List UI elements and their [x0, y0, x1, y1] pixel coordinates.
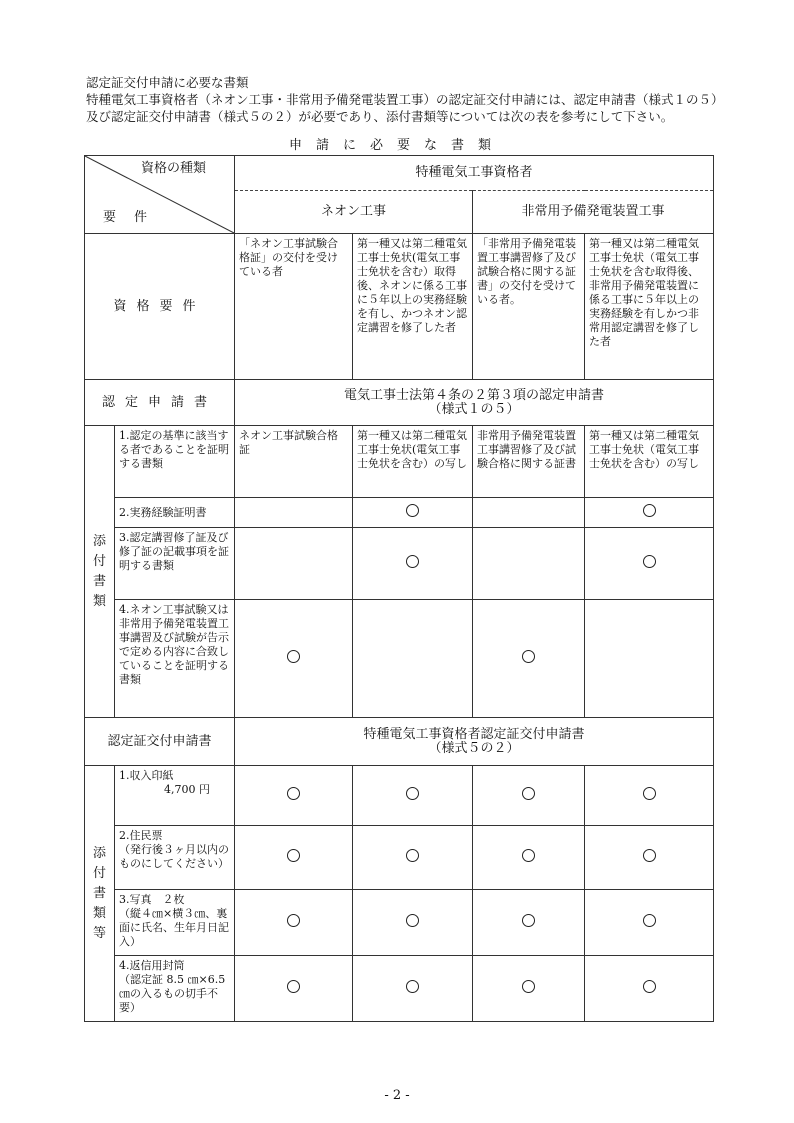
circle-mark [643, 504, 656, 517]
cert-form-line2: （様式５の２） [428, 740, 520, 756]
circle-mark [522, 914, 535, 927]
circle-mark [643, 555, 656, 568]
attach-item-1-label: 1.認定の基準に該当する者であることを証明する書類 [115, 426, 235, 498]
page-number: - 2 - [384, 1088, 410, 1103]
circle-mark [643, 849, 656, 862]
circle-mark [287, 787, 300, 800]
circle-mark [643, 980, 656, 993]
app-form-line2: （様式１の５） [428, 401, 520, 417]
app-form-line1: 電気工事士法第４条の２第３項の認定申請書 [344, 387, 605, 403]
circle-mark [522, 980, 535, 993]
circle-mark [406, 787, 419, 800]
circle-mark [406, 914, 419, 927]
circle-mark [522, 650, 535, 663]
documents-table [84, 155, 714, 1022]
circle-mark [406, 849, 419, 862]
app-form-text [235, 380, 714, 426]
circle-mark [406, 555, 419, 568]
circle-mark [643, 787, 656, 800]
qual-req-neon-b: 第一種又は第二種電気工事士免状(電気工事士免状を含む）取得後、ネオンに係る工事に５年以上の実務経験を有し、かつネオン認定講習を修了した者 [353, 234, 473, 380]
attach2-item-3: 3.写真 ２枚 （縦４㎝×横３㎝、裏面に氏名、生年月日記入） [115, 890, 235, 956]
qual-req-em-a: 「非常用予備発電装置工事講習修了及び試験合格に関する証書」の交付を受けている者。 [473, 234, 585, 380]
attach-item-1-neon-a: ネオン工事試験合格証 [235, 426, 353, 498]
circle-mark [287, 650, 300, 663]
header-diagonal-cell [85, 156, 235, 234]
circle-mark [522, 787, 535, 800]
attach-item-2-label: 2.実務経験証明書 [115, 498, 235, 528]
attach-item-1-em-a: 非常用予備発電装置工事講習修了及び試験合格に関する証書 [473, 426, 585, 498]
cert-form-label: 認定証交付申請書 [85, 718, 235, 766]
circle-mark [522, 849, 535, 862]
circle-mark [643, 914, 656, 927]
requirement-label: 要件 [103, 210, 166, 225]
intro [86, 74, 726, 125]
emergency-header: 非常用予備発電装置工事 [473, 191, 714, 234]
intro-body: 特種電気工事資格者（ネオン工事・非常用予備発電装置工事）の認定証交付申請には、認定申請書（様式１の５）及び認定証交付申請書（様式５の２）が必要であり、添付書類等については次の表を参考にして下さい。 [86, 92, 724, 124]
qualifier-header: 特種電気工事資格者 [235, 156, 714, 191]
attach2-vertical-label: 添 付 書 類 等 [85, 766, 115, 1022]
attach2-item-1: 1.収入印紙 4,700 円 [115, 766, 235, 826]
qual-req-label: 資格要件 [85, 234, 235, 380]
circle-mark [287, 914, 300, 927]
attach-item-1-em-b: 第一種又は第二種電気工事士免状（電気工事士免状を含む）の写し [585, 426, 714, 498]
cert-form-line1: 特種電気工事資格者認定証交付申請書 [363, 726, 585, 742]
qual-req-em-b: 第一種又は第二種電気工事士免状（電気工事士免状を含む取得後、非常用予備発電装置に係る工事に５年以上の実務経験を有しかつ非常用認定講習を修了した者 [585, 234, 714, 380]
app-form-label: 認定申請書 [85, 380, 235, 426]
circle-mark [406, 980, 419, 993]
circle-mark [287, 849, 300, 862]
attach2-item-2: 2.住民票 （発行後３ヶ月以内のものにしてください） [115, 826, 235, 890]
attach-item-1-neon-b: 第一種又は第二種電気工事士免状(電気工事士免状を含む）の写し [353, 426, 473, 498]
attach-item-3-label: 3.認定講習修了証及び修了証の記載事項を証明する書類 [115, 528, 235, 600]
attach-item-4-label: 4.ネオン工事試験又は非常用予備発電装置工事講習及び試験が告示で定める内容に合致していることを証明する書類 [115, 600, 235, 718]
qual-req-neon-a: 「ネオン工事試験合格証」の交付を受けている者 [235, 234, 353, 380]
attach-vertical-label: 添 付 書 類 [85, 426, 115, 718]
kind-label: 資格の種類 [140, 161, 206, 176]
neon-header: ネオン工事 [235, 191, 473, 234]
intro-heading: 認定証交付申請に必要な書類 [86, 75, 249, 90]
attach2-item-4: 4.返信用封筒 （認定証 8.5 ㎝×6.5 ㎝の入るもの切手不要） [115, 956, 235, 1022]
cert-form-text [235, 718, 714, 766]
circle-mark [287, 980, 300, 993]
table-title: 申請に必要な書類 [288, 138, 505, 153]
circle-mark [406, 504, 419, 517]
